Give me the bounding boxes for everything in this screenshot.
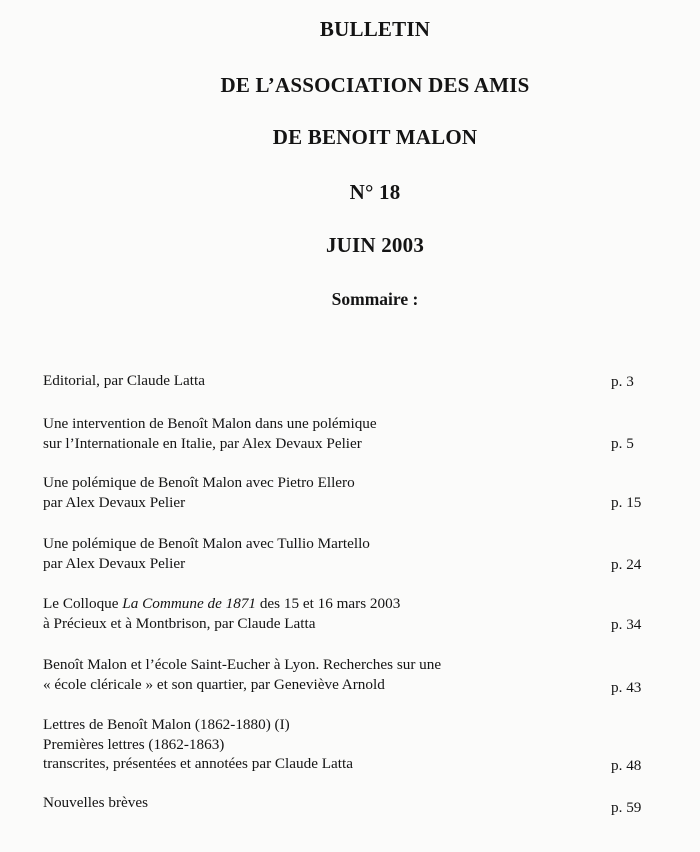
toc-page-number: p. 5 (611, 435, 634, 452)
toc-entry-line: transcrites, présentées et annotées par Claude Latta (43, 755, 353, 772)
toc-page-number: p. 43 (611, 679, 642, 696)
benoit-malon-title: DE BENOIT MALON (272, 125, 478, 149)
toc-entry-line: Une intervention de Benoît Malon dans une polémique (43, 415, 377, 432)
issue-number: N° 18 (349, 180, 401, 204)
toc-entry-line: « école cléricale » et son quartier, par Geneviève Arnold (43, 675, 385, 693)
toc-entry-line: par Alex Devaux Pelier (43, 554, 186, 572)
toc-page-number: p. 15 (611, 494, 642, 511)
toc-entry-line: Une polémique de Benoît Malon avec Tullio Martello (43, 535, 370, 552)
toc-entry-ellero (43, 473, 355, 512)
toc-entry-nouvelles (43, 793, 148, 813)
toc-page-number: p. 24 (611, 556, 642, 573)
toc-page-number: p. 48 (611, 757, 642, 774)
toc-entry-line (43, 594, 400, 614)
toc-entry-line: Premières lettres (1862-1863) (43, 735, 225, 753)
toc-page-number: p. 59 (611, 799, 642, 816)
toc-entry-line: à Précieux et à Montbrison, par Claude Latta (43, 614, 316, 632)
toc-entry-intervention (43, 414, 377, 453)
toc-entry-editorial (43, 371, 205, 391)
toc-entry-lettres (43, 715, 353, 774)
toc-entry-martello (43, 534, 370, 573)
toc-entry-line: sur l’Internationale en Italie, par Alex Devaux Pelier (43, 434, 362, 452)
toc-entry-colloque (43, 594, 400, 633)
association-title: DE L’ASSOCIATION DES AMIS (220, 73, 530, 97)
toc-entry-line: Lettres de Benoît Malon (1862-1880) (I) (43, 716, 290, 733)
sommaire-heading: Sommaire : (331, 289, 419, 309)
colloque-title-italic: La Commune de 1871 (122, 595, 257, 612)
toc-entry-line: Editorial, par Claude Latta (43, 372, 205, 389)
toc-entry-text: Le Colloque (43, 595, 123, 612)
toc-entry-line: par Alex Devaux Pelier (43, 493, 186, 511)
toc-entry-line: Une polémique de Benoît Malon avec Pietro Ellero (43, 474, 355, 491)
toc-entry-line: Benoît Malon et l’école Saint-Eucher à Lyon. Recherches sur une (43, 656, 442, 673)
bulletin-title: BULLETIN (319, 17, 431, 41)
toc-entry-saint-eucher (43, 655, 441, 694)
toc-page-number: p. 3 (611, 373, 634, 390)
issue-date: JUIN 2003 (325, 233, 425, 257)
toc-page-number: p. 34 (611, 616, 642, 633)
toc-entry-line: Nouvelles brèves (43, 794, 149, 811)
toc-entry-text: des 15 et 16 mars 2003 (256, 595, 401, 612)
